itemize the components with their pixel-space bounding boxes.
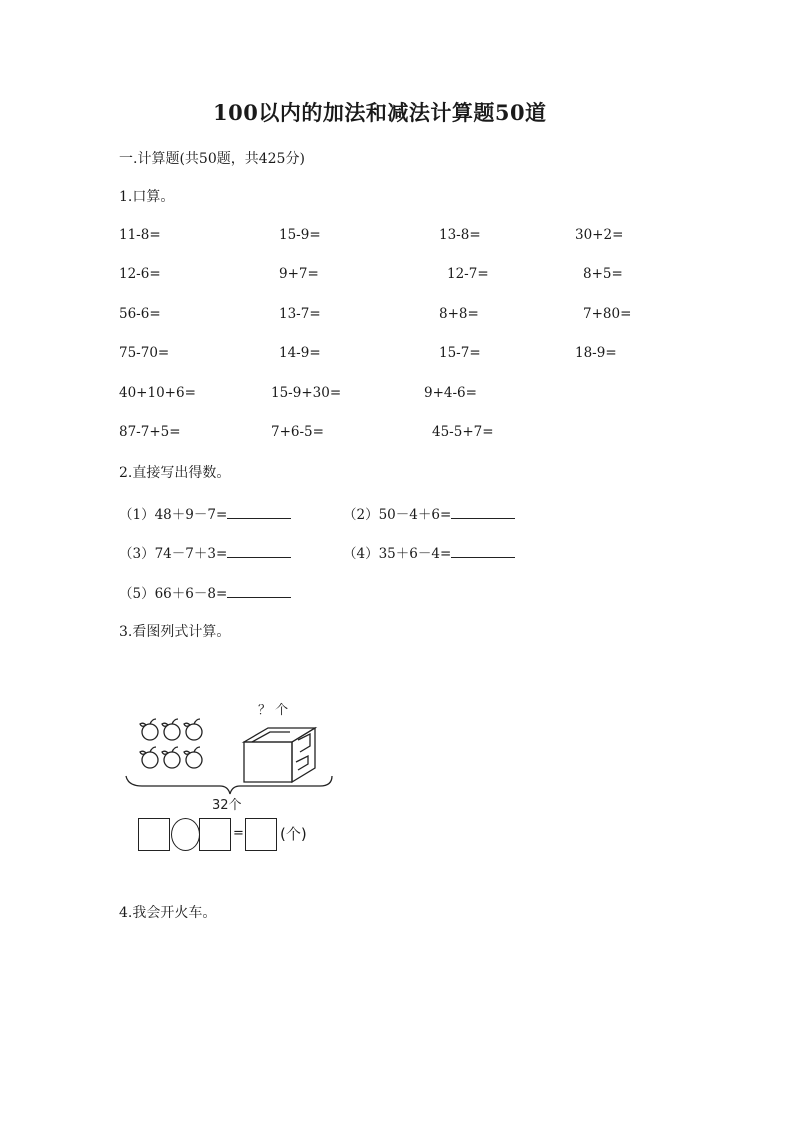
apple-icon (162, 747, 180, 768)
expr: 7+6-5= (271, 424, 324, 440)
total-count-label: 32个 (212, 798, 242, 813)
question-1-heading: 1.口算。 (119, 189, 175, 205)
answer-blank[interactable] (451, 506, 515, 519)
expr: 15-7= (439, 345, 481, 361)
fill-item-5 (119, 582, 291, 602)
expr: 87-7+5= (119, 424, 181, 440)
fill-expr: （2）50－4＋6= (343, 507, 452, 523)
fill-item-1 (119, 503, 291, 523)
expr: 15-9+30= (271, 385, 342, 401)
expr: 18-9= (575, 345, 617, 361)
fill-expr: （5）66＋6－8= (119, 586, 228, 602)
answer-blank[interactable] (227, 506, 291, 519)
apple-icon (184, 719, 202, 740)
box-icon (244, 728, 315, 782)
apple-icon (140, 747, 158, 768)
answer-box-1[interactable] (138, 818, 170, 851)
apple-icon (140, 719, 158, 740)
answer-box-3[interactable] (245, 818, 277, 851)
expr: 9+7= (279, 266, 319, 282)
fill-item-2 (343, 503, 515, 523)
expr: 13-7= (279, 306, 321, 322)
question-3-heading: 3.看图列式计算。 (119, 624, 231, 640)
expr: 9+4-6= (424, 385, 477, 401)
expr: 45-5+7= (432, 424, 494, 440)
expr: 30+2= (575, 227, 624, 243)
expr: 7+80= (583, 306, 632, 322)
apple-icon (162, 719, 180, 740)
page-title: 100以内的加法和减法计算题50道 (213, 100, 547, 125)
expr: 8+5= (583, 266, 623, 282)
expr: 15-9= (279, 227, 321, 243)
brace-icon (126, 776, 332, 794)
expr: 11-8= (119, 227, 161, 243)
expr: 56-6= (119, 306, 161, 322)
answer-blank[interactable] (227, 585, 291, 598)
answer-blank[interactable] (451, 545, 515, 558)
section-heading: 一.计算题(共50题，共425分) (119, 151, 305, 167)
fill-expr: （1）48＋9－7= (119, 507, 228, 523)
expr: 40+10+6= (119, 385, 196, 401)
equals-sign: = (233, 826, 244, 841)
fill-item-3 (119, 542, 291, 562)
expr: 75-70= (119, 345, 170, 361)
fill-expr: （4）35＋6－4= (343, 546, 452, 562)
fill-item-4 (343, 542, 515, 562)
question-2-heading: 2.直接写出得数。 (119, 465, 231, 481)
expr: 8+8= (439, 306, 479, 322)
question-4-heading: 4.我会开火车。 (119, 905, 217, 921)
expr: 14-9= (279, 345, 321, 361)
fill-expr: （3）74－7＋3= (119, 546, 228, 562)
question-count-label: ？ 个 (258, 703, 289, 718)
expr: 13-8= (439, 227, 481, 243)
expr: 12-7= (447, 266, 489, 282)
apple-icon (184, 747, 202, 768)
expr: 12-6= (119, 266, 161, 282)
unit-label: (个) (280, 825, 307, 843)
operator-circle[interactable] (171, 818, 200, 851)
answer-box-2[interactable] (199, 818, 231, 851)
answer-blank[interactable] (227, 545, 291, 558)
